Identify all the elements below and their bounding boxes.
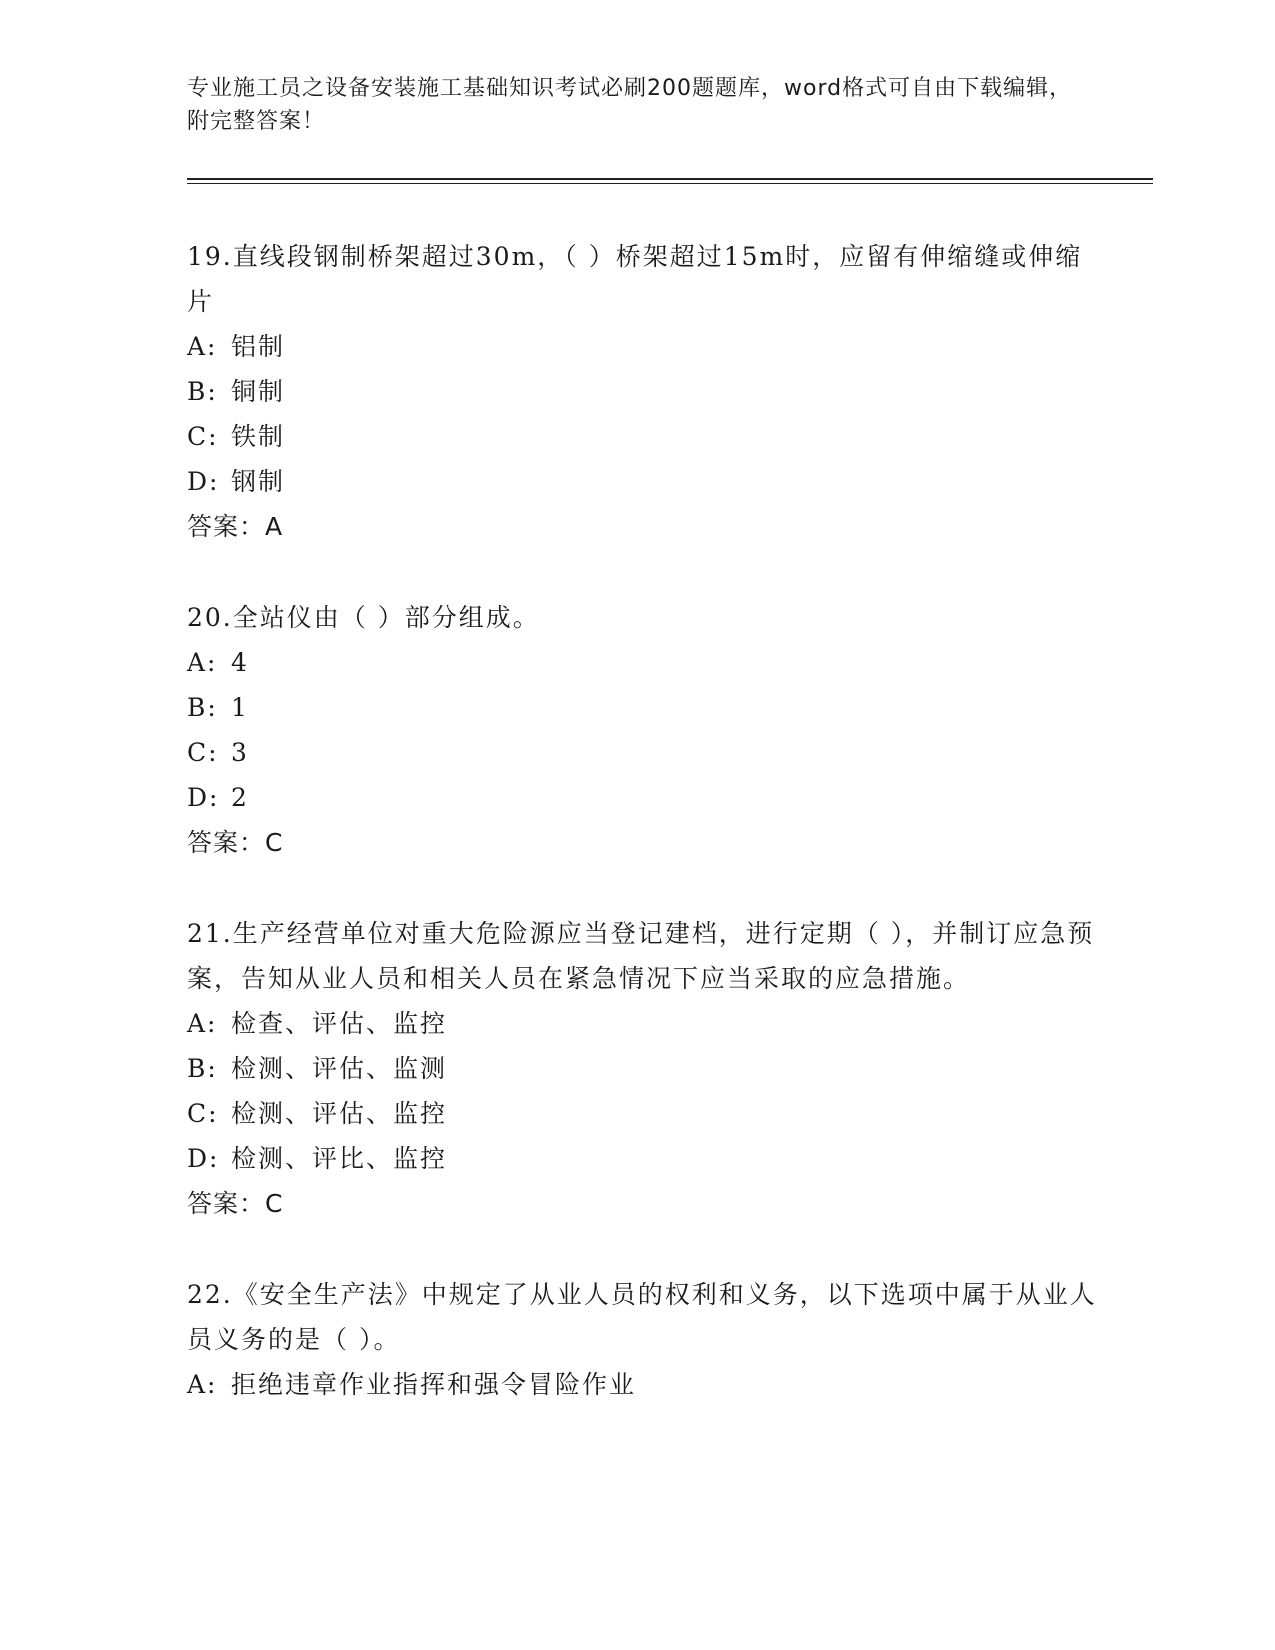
question-stem: 19.直线段钢制桥架超过30m，（ ）桥架超过15m时，应留有伸缩缝或伸缩片: [187, 242, 1083, 316]
option-letter: D:: [187, 1144, 220, 1173]
document-header: 专业施工员之设备安装施工基础知识考试必刷200题题库，word格式可自由下载编辑，附完整答案！: [187, 76, 1073, 134]
option-text: 检测、评比、监控: [231, 1144, 448, 1173]
option-text: 1: [231, 693, 249, 722]
option-letter: D:: [187, 783, 220, 812]
option-d: [187, 459, 1107, 504]
answer: 答案：C: [187, 1189, 284, 1218]
option-letter: A:: [187, 332, 218, 361]
option-letter: C:: [187, 422, 219, 451]
option-text: 铝制: [231, 332, 286, 361]
option-letter: A:: [187, 1009, 218, 1038]
option-letter: D:: [187, 467, 220, 496]
option-letter: A:: [187, 648, 218, 677]
question-21: [187, 911, 1107, 1226]
option-letter: C:: [187, 1099, 219, 1128]
option-text: 钢制: [231, 467, 286, 496]
option-text: 2: [231, 783, 249, 812]
option-b: [187, 369, 1107, 414]
option-b: [187, 1046, 1107, 1091]
option-text: 检测、评估、监控: [231, 1099, 448, 1128]
option-letter: A:: [187, 1370, 218, 1399]
question-stem: 22.《安全生产法》中规定了从业人员的权利和义务，以下选项中属于从业人员义务的是（ ）。: [187, 1280, 1097, 1354]
header-divider-thick: [187, 178, 1153, 180]
option-b: [187, 685, 1107, 730]
option-d: [187, 1136, 1107, 1181]
option-a: [187, 1001, 1107, 1046]
answer: 答案：C: [187, 828, 284, 857]
option-c: [187, 1091, 1107, 1136]
option-text: 拒绝违章作业指挥和强令冒险作业: [231, 1370, 637, 1399]
question-stem: 20.全站仪由（ ）部分组成。: [187, 603, 540, 632]
option-text: 铁制: [231, 422, 286, 451]
option-text: 检测、评估、监测: [231, 1054, 448, 1083]
option-letter: B:: [187, 1054, 218, 1083]
option-letter: C:: [187, 738, 219, 767]
option-c: [187, 414, 1107, 459]
option-d: [187, 775, 1107, 820]
answer: 答案：A: [187, 512, 284, 541]
option-letter: B:: [187, 693, 218, 722]
option-text: 检查、评估、监控: [231, 1009, 448, 1038]
option-a: [187, 640, 1107, 685]
option-text: 4: [231, 648, 249, 677]
question-list: [187, 234, 1107, 1407]
header-divider-thin: [187, 183, 1153, 184]
question-19: [187, 234, 1107, 549]
question-22: [187, 1272, 1107, 1407]
option-text: 3: [231, 738, 249, 767]
option-c: [187, 730, 1107, 775]
option-a: [187, 324, 1107, 369]
question-20: [187, 595, 1107, 865]
option-a: [187, 1362, 1107, 1407]
question-stem: 21.生产经营单位对重大危险源应当登记建档，进行定期（ ），并制订应急预案，告知从业人员和相关人员在紧急情况下应当采取的应急措施。: [187, 919, 1095, 993]
option-letter: B:: [187, 377, 218, 406]
option-text: 铜制: [231, 377, 286, 406]
